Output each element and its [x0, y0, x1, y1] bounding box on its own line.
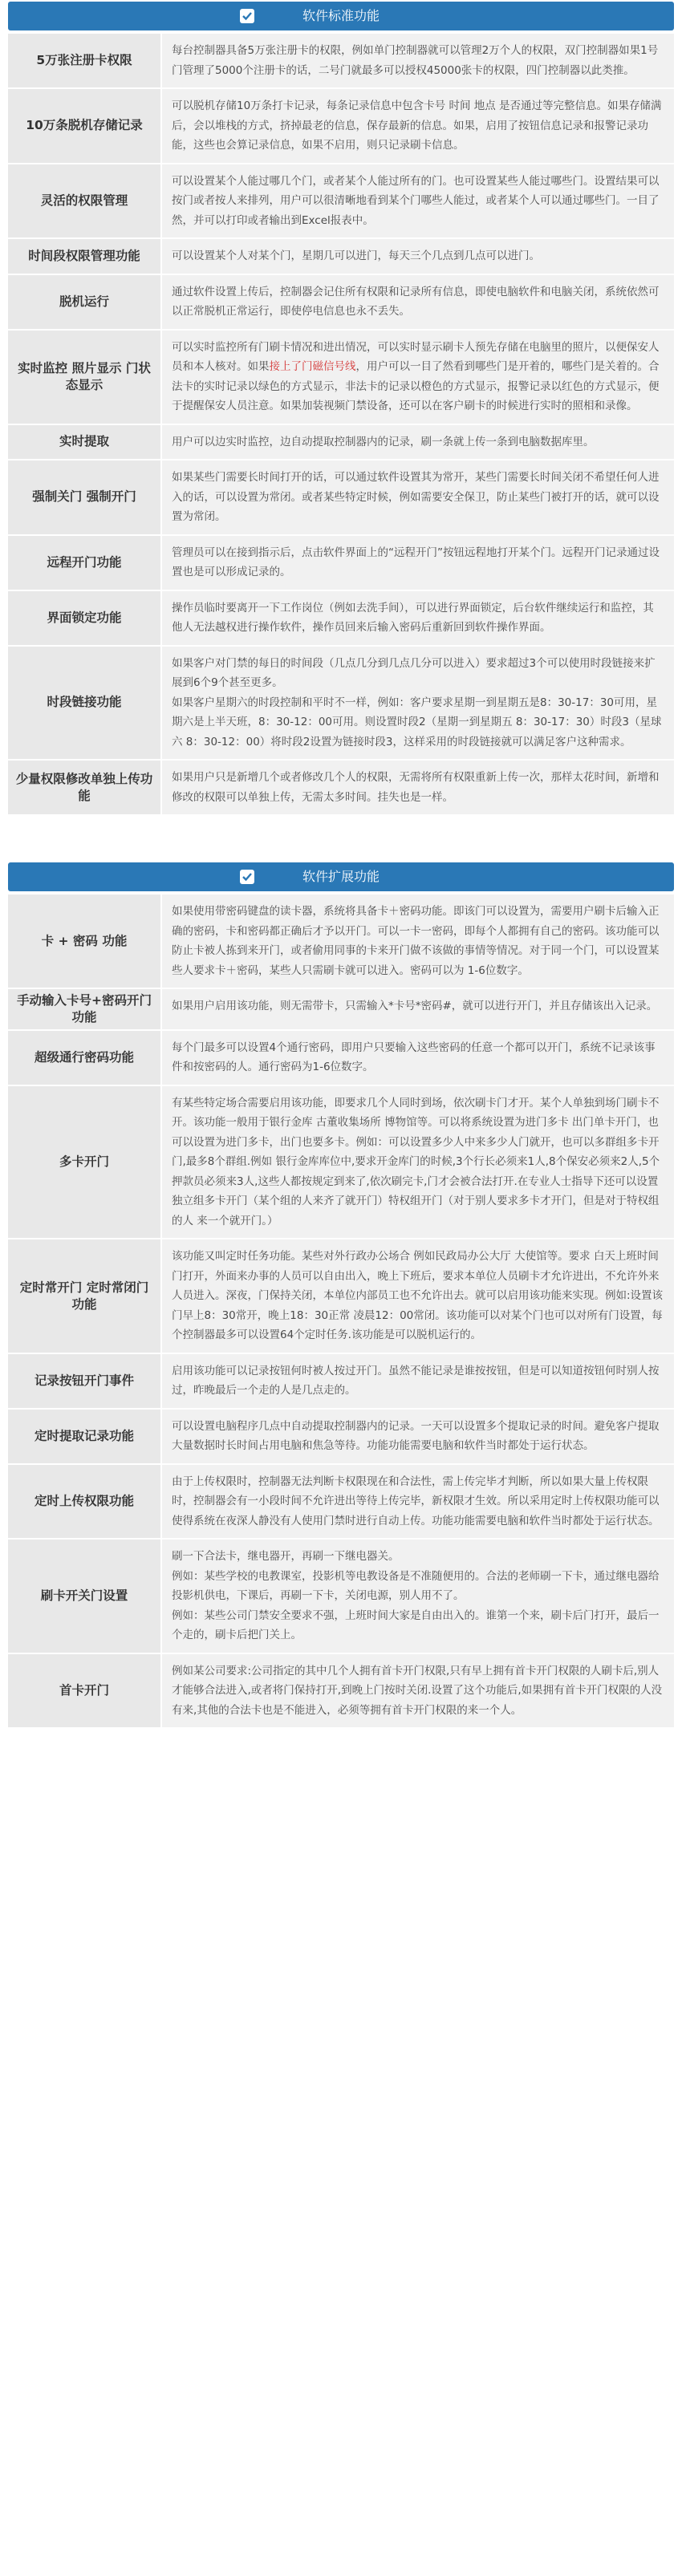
section-extended-features — [8, 862, 674, 1729]
feature-description — [162, 164, 674, 238]
description-paragraph: 通过软件设置上传后，控制器会记住所有权限和记录所有信息，即使电脑软件和电脑关闭，系统依然可以正常脱机正常运行，即使停电信息也永不丢失。 — [172, 285, 660, 318]
description-paragraph: 例如：某些学校的电教课室，投影机等电教设备是不准随便用的。合法的老师刷一下卡，通过继电器给投影机供电，下课后，再刷一下卡，关闭电源，别人用不了。 — [172, 1569, 660, 1603]
description-paragraph: 操作员临时要离开一下工作岗位（例如去洗手间），可以进行界面锁定，后台软件继续运行和监控，其他人无法越权进行操作软件，操作员回来后输入密码后重新回到软件操作界面。 — [172, 601, 654, 634]
feature-description — [162, 895, 674, 988]
feature-label: 实时提取 — [8, 425, 160, 460]
description-paragraph: 如果使用带密码键盘的读卡器，系统将具备卡＋密码功能。即该门可以设置为，需要用户刷卡后输入正确的密码，卡和密码都正确后才予以开门。可以一卡一密码，即每个人都拥有自己的密码。该功能可以防止卡被人拣到来开门，或者偷用同事的卡来开门做不该做的事情等情况。对于同一个门，可以设置某些人要求卡＋密码，某些人只需刷卡就可以进入。密码可以为 1-6位数字。 — [172, 905, 660, 977]
feature-row — [8, 89, 674, 164]
feature-row — [8, 1086, 674, 1240]
description-paragraph: 由于上传权限时，控制器无法判断卡权限现在和合法性，需上传完毕才判断，所以如果大量上传权限时，控制器会有一小段时间不允许进出等待上传完毕，新权限才生效。所以采用定时上传权限功能可以使得系统在夜深人静没有人使用门禁时进行自动上传。功能功能需要电脑和软件当时都处于运行状态。 — [172, 1475, 660, 1527]
feature-label: 刷卡开关门设置 — [8, 1540, 160, 1653]
description-paragraph: 可以设置某个人能过哪几个门，或者某个人能过所有的门。也可设置某些人能过哪些门。设置结果可以按门或者按人来排列，用户可以很清晰地看到某个门哪些人能过，或者某个人可以通过哪些门。一目了然，并可以打印或者输出到Excel报表中。 — [172, 174, 660, 227]
section-standard-features — [8, 2, 674, 816]
feature-label: 少量权限修改单独上传功能 — [8, 761, 160, 814]
feature-label: 10万条脱机存储记录 — [8, 89, 160, 163]
feature-label: 脱机运行 — [8, 275, 160, 329]
feature-description — [162, 1654, 674, 1728]
section-title: 软件扩展功能 — [302, 869, 380, 884]
feature-row — [8, 164, 674, 240]
feature-table — [8, 895, 674, 1729]
feature-description — [162, 1086, 674, 1239]
feature-row — [8, 1239, 674, 1354]
feature-row — [8, 591, 674, 647]
feature-description — [162, 1540, 674, 1653]
description-paragraph: 每台控制器具备5万张注册卡的权限，例如单门控制器就可以管理2万个人的权限，双门控制器如果1号门管理了5000个注册卡的话，二号门就最多可以授权45000张卡的权限，四门控制器以此类推。 — [172, 44, 659, 77]
feature-description — [162, 536, 674, 590]
feature-row — [8, 460, 674, 536]
description-paragraph: 管理员可以在接到指示后，点击软件界面上的“远程开门”按钮远程地打开某个门。远程开门记录通过设置也是可以形成记录的。 — [172, 546, 660, 578]
feature-description — [162, 647, 674, 760]
description-paragraph: 如果客户对门禁的每日的时间段（几点几分到几点几分可以进入）要求超过3个可以使用时段链接来扩展到6个9个甚至更多。 — [172, 656, 656, 689]
feature-row — [8, 239, 674, 275]
feature-row — [8, 761, 674, 816]
feature-description — [162, 460, 674, 534]
feature-label: 时段链接功能 — [8, 647, 160, 760]
feature-label: 远程开门功能 — [8, 536, 160, 590]
feature-row — [8, 331, 674, 425]
description-paragraph: 该功能又叫定时任务功能。某些对外行政办公场合 例如民政局办公大厅 大使馆等。要求 白天上班时间门打开，外面来办事的人员可以自由出入，晚上下班后，要求本单位人员刷卡才允许进出，不允许外来人员进入。深夜，门保持关闭，本单位内部员工也不允许出去。就可以启用该功能来实现。例如:设置该门早上8：30常开，晚上18：30正常 凌晨12：00常闭。该功能可以对某个门也可以对所有门设置，每个控制器最多可以设置64个定时任务.该功能是可以脱机运行的。 — [172, 1250, 664, 1342]
description-paragraph: 每个门最多可以设置4个通行密码，即用户只要输入这些密码的任意一个都可以开门，系统不记录该事件和按密码的人。通行密码为1-6位数字。 — [172, 1041, 656, 1074]
description-paragraph: 可以脱机存储10万条打卡记录，每条记录信息中包含卡号 时间 地点 是否通过等完整信息。如果存储满后，会以堆栈的方式，挤掉最老的信息，保存最新的信息。如果，启用了按钮信息记录和报警记录功能，这些也会算记录信息，如果不启用，则只记录刷卡信息。 — [172, 99, 662, 152]
feature-row — [8, 1540, 674, 1654]
feature-label: 卡 + 密码 功能 — [8, 895, 160, 988]
feature-description — [162, 239, 674, 274]
feature-description — [162, 1354, 674, 1408]
feature-description — [162, 989, 674, 1029]
feature-description — [162, 89, 674, 163]
feature-row — [8, 895, 674, 989]
feature-label: 定时提取记录功能 — [8, 1410, 160, 1463]
description-paragraph: 可以设置某个人对某个门，星期几可以进门，每天三个几点到几点可以进门。 — [172, 249, 540, 262]
description-paragraph: 如果用户只是新增几个或者修改几个人的权限，无需将所有权限重新上传一次，那样太花时间，新增和修改的权限可以单独上传，无需太多时间。挂失也是一样。 — [172, 771, 660, 804]
description-paragraph: 例如：某些公司门禁安全要求不强，上班时间大家是自由出入的。谁第一个来，刷卡后门打开，最后一个走的，刷卡后把门关上。 — [172, 1608, 660, 1642]
feature-row — [8, 536, 674, 591]
description-paragraph: 例如某公司要求:公司指定的其中几个人拥有首卡开门权限,只有早上拥有首卡开门权限的人刷卡后,别人才能够合法进入,或者将门保持打开,到晚上门按时关闭.设置了这个功能后,如果拥有首卡开门权限的人没有来,其他的合法卡也是不能进入，必须等拥有首卡开门权限的来一个人。 — [172, 1664, 663, 1717]
description-paragraph: 刷一下合法卡，继电器开，再刷一下继电器关。 — [172, 1550, 400, 1564]
feature-label: 灵活的权限管理 — [8, 164, 160, 238]
feature-label: 定时常开门 定时常闭门 功能 — [8, 1239, 160, 1353]
feature-label: 记录按钮开门事件 — [8, 1354, 160, 1408]
checklist-icon — [239, 869, 255, 885]
feature-description — [162, 761, 674, 814]
feature-description — [162, 1410, 674, 1463]
feature-description — [162, 331, 674, 424]
description-paragraph: 用户可以边实时监控，边自动提取控制器内的记录，刷一条就上传一条到电脑数据库里。 — [172, 435, 595, 448]
feature-row — [8, 647, 674, 761]
feature-label: 时间段权限管理功能 — [8, 239, 160, 274]
description-paragraph: 如果某些门需要长时间打开的话，可以通过软件设置其为常开，某些门需要长时间关闭不希望任何人进入的话，可以设置为常闭。或者某些特定时候，例如需要安全保卫，防止某些门被打开的话，就可以设置为常闭。 — [172, 471, 660, 523]
feature-label: 定时上传权限功能 — [8, 1465, 160, 1539]
feature-description — [162, 1031, 674, 1085]
feature-label: 首卡开门 — [8, 1654, 160, 1728]
description-paragraph: 有某些特定场合需要启用该功能，即要求几个人同时到场，依次刷卡门才开。某个人单独到场门刷卡不开。该功能一般用于银行金库 古董收集场所 博物馆等。可以将系统设置为进门多卡 出门单卡开门，也可以设置为进门多卡，出门也要多卡。例如：可以设置多少人中来多少人门就开，也可以多群组多卡开门,最多8个群组.例如 银行金库库位中,要求开金库门的时候,3个行长必须来1人,8个保安必须来2人,5个押款员必须来3人,这些人都按规定到来了,依次刷完卡,门才会被合法打开.在专业人士指导下还可以设置 独立组多卡开门（某个组的人来齐了就开门）特权组开门（对于别人要求多卡才开门，但是对于特权组的人 来一个就开门。） — [172, 1096, 660, 1227]
feature-row — [8, 1654, 674, 1730]
feature-row — [8, 1031, 674, 1086]
feature-description — [162, 34, 674, 87]
page — [0, 2, 682, 1729]
feature-label: 实时监控 照片显示 门状态显示 — [8, 331, 160, 424]
section-header — [8, 862, 674, 891]
description-paragraph: 如果用户启用该功能，则无需带卡，只需输入*卡号*密码#，就可以进行开门，并且存储该出入记录。 — [172, 1000, 658, 1012]
description-paragraph — [172, 338, 664, 416]
feature-label: 5万张注册卡权限 — [8, 34, 160, 87]
feature-row — [8, 425, 674, 461]
feature-description — [162, 591, 674, 645]
feature-row — [8, 275, 674, 331]
feature-row — [8, 34, 674, 89]
description-text: 可以实时监控所有门刷卡情况和进出情况，可以实时显示刷卡人预先存储在电脑里的照片，以便保安人员和本人核对。如果 — [172, 340, 660, 373]
section-title: 软件标准功能 — [302, 8, 380, 23]
feature-row — [8, 1354, 674, 1410]
feature-row — [8, 1410, 674, 1465]
feature-description — [162, 275, 674, 329]
feature-label: 超级通行密码功能 — [8, 1031, 160, 1085]
checklist-icon — [239, 8, 255, 24]
feature-row — [8, 989, 674, 1031]
feature-label: 强制关门 强制开门 — [8, 460, 160, 534]
feature-description — [162, 425, 674, 460]
highlighted-text: 接上了门磁信号线 — [269, 360, 356, 373]
description-paragraph: 可以设置电脑程序几点中自动提取控制器内的记录。一天可以设置多个提取记录的时间。避免客户提取大量数据时长时间占用电脑和焦急等待。功能功能需要电脑和软件当时都处于运行状态。 — [172, 1419, 660, 1453]
feature-label: 多卡开门 — [8, 1086, 160, 1239]
section-header — [8, 2, 674, 30]
feature-description — [162, 1465, 674, 1539]
feature-label: 手动输入卡号+密码开门功能 — [8, 989, 160, 1029]
description-paragraph: 启用该功能可以记录按钮何时被人按过开门。虽然不能记录是谁按按钮，但是可以知道按钮何时别人按过，昨晚最后一个走的人是几点走的。 — [172, 1364, 660, 1398]
feature-table — [8, 34, 674, 816]
description-text: ，用户可以一目了然看到哪些门是开着的，哪些门是关着的。合法卡的实时记录以绿色的方式显示，非法卡的记录以橙色的方式显示，报警记录以红色的方式显示，便于提醒保安人员注意。如果加装视频门禁设备，还可以在客户刷卡的时候进行实时的照相和录像。 — [172, 360, 660, 412]
feature-label: 界面锁定功能 — [8, 591, 160, 645]
feature-row — [8, 1465, 674, 1540]
description-paragraph: 如果客户星期六的时段控制和平时不一样，例如：客户要求星期一到星期五是8：30-17：30可用，星期六是上半天班，8：30-12：00可用。则设置时段2（星期一到星期五 8：30-17：30）时段3（星球六 8：30-12：00）将时段2设置为链接时段3，这样采用的时段链接就可以满足客户这种需求。 — [172, 696, 662, 748]
feature-description — [162, 1239, 674, 1353]
